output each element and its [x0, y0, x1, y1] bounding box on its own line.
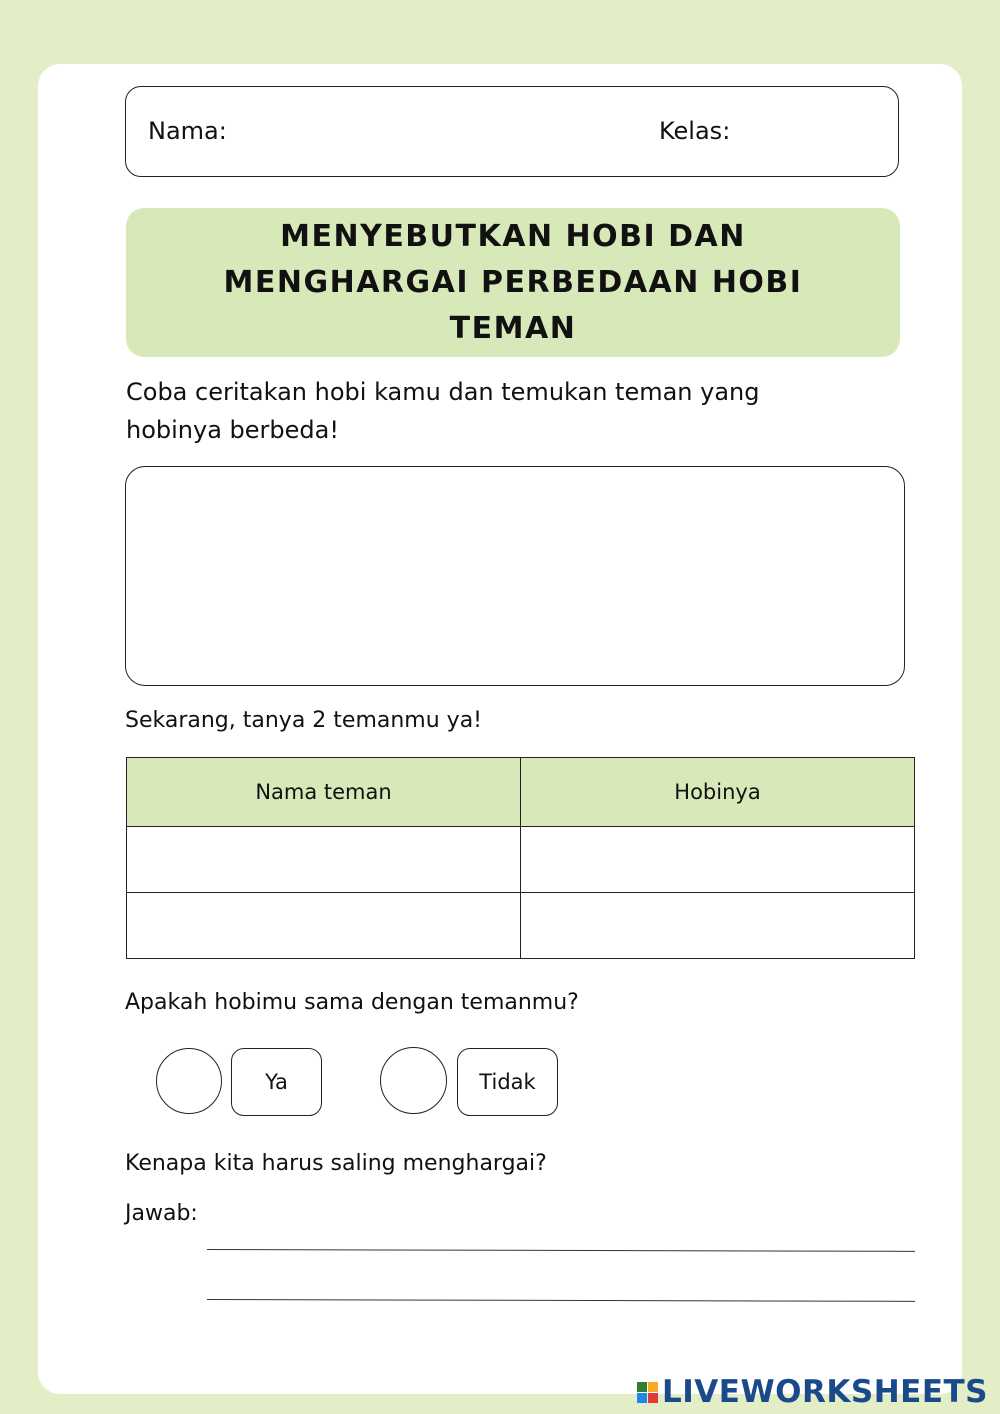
title-line-2: MENGHARGAI PERBEDAAN HOBI: [223, 264, 803, 300]
title-line-3: TEMAN: [449, 310, 577, 346]
student-info-box: [125, 86, 899, 177]
friend-hobby-cell[interactable]: [521, 893, 915, 959]
header-friend-name: Nama teman: [127, 758, 521, 827]
title-banner: [126, 208, 900, 357]
instruction-line-1: Coba ceritakan hobi kamu dan temukan teman yang: [126, 378, 760, 406]
class-label: Kelas:: [659, 117, 731, 145]
question-why: Kenapa kita harus saling menghargai?: [125, 1151, 547, 1176]
option-ya-radio[interactable]: [156, 1048, 222, 1114]
question-same-hobby: Apakah hobimu sama dengan temanmu?: [125, 990, 579, 1015]
friend-name-cell[interactable]: [127, 827, 521, 893]
ask-friends-text: Sekarang, tanya 2 temanmu ya!: [125, 708, 482, 733]
logo-square-yellow: [648, 1382, 658, 1392]
brand-text: LIVEWORKSHEETS: [662, 1374, 988, 1410]
logo-square-green: [637, 1382, 647, 1392]
instruction-line-2: hobinya berbeda!: [126, 416, 339, 444]
logo-square-red: [648, 1393, 658, 1403]
header-hobby: Hobinya: [521, 758, 915, 827]
table-header-row: [127, 758, 915, 827]
table-row: [127, 827, 915, 893]
hobby-story-box[interactable]: [125, 466, 905, 686]
option-ya-label[interactable]: Ya: [231, 1048, 322, 1116]
friend-hobby-cell[interactable]: [521, 827, 915, 893]
liveworksheets-logo: [637, 1374, 988, 1410]
table-row: [127, 893, 915, 959]
option-tidak-label[interactable]: Tidak: [457, 1048, 558, 1116]
friends-table: [126, 757, 915, 959]
title-line-1: MENYEBUTKAN HOBI DAN: [280, 218, 746, 254]
name-label: Nama:: [148, 117, 227, 145]
logo-square-blue: [637, 1393, 647, 1403]
friend-name-cell[interactable]: [127, 893, 521, 959]
liveworksheets-icon: [637, 1382, 658, 1403]
option-tidak-radio[interactable]: [380, 1047, 447, 1114]
answer-label: Jawab:: [125, 1201, 198, 1226]
